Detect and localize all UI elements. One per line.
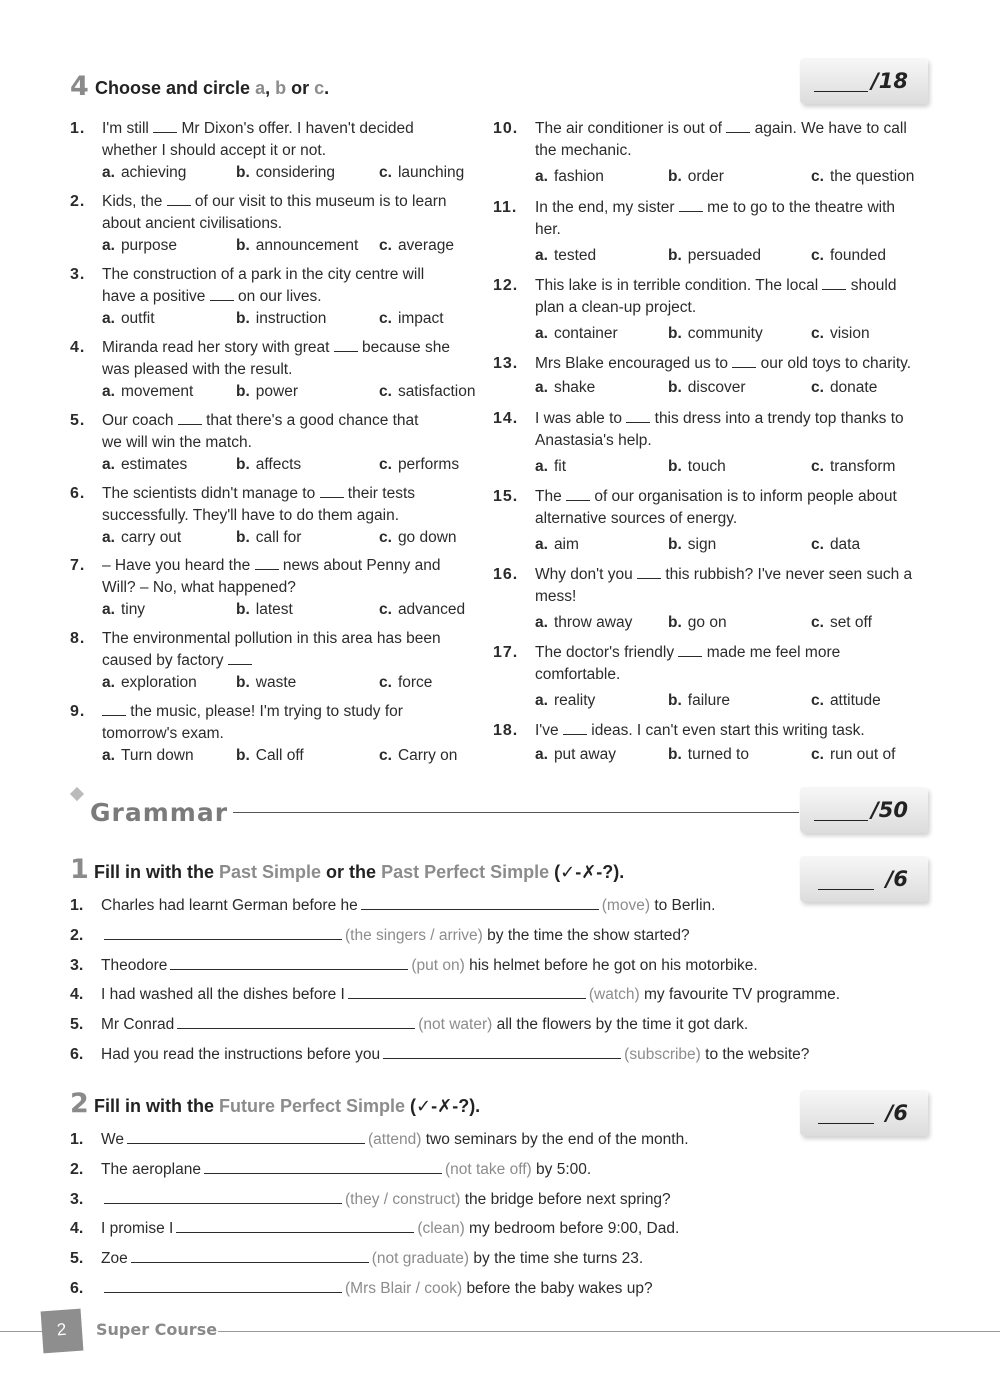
row-text: The aeroplane (101, 1160, 201, 1178)
option-c[interactable]: c. set off (811, 614, 872, 631)
question-text-part: comfortable. (535, 666, 621, 683)
option-c[interactable]: c. satisfaction (379, 383, 476, 400)
option-c[interactable]: c. launching (379, 164, 465, 181)
exercise-2-score-box: /6 (800, 1090, 928, 1136)
question-text-part: the music, please! I'm trying to study for (126, 703, 403, 720)
row-text: I promise I (101, 1220, 174, 1238)
fill-row (70, 1279, 653, 1299)
row-text: Mr Conrad (101, 1016, 175, 1034)
question-number: 6. (70, 485, 86, 502)
row-number: 6. (70, 1046, 84, 1063)
verb-hint: (not water) (418, 1016, 497, 1034)
option-c[interactable]: c. force (379, 674, 433, 691)
question-6 (70, 483, 510, 551)
question-text-part: because she (357, 339, 450, 356)
answer-blank[interactable] (566, 490, 590, 501)
row-text: before the baby wakes up? (466, 1280, 653, 1297)
answer-blank[interactable] (732, 357, 756, 368)
question-number: 18. (493, 722, 519, 739)
option-b[interactable]: b. announcement (236, 237, 359, 254)
question-7 (70, 555, 510, 623)
question-text (535, 275, 955, 319)
question-14 (493, 408, 933, 480)
answer-blank[interactable] (678, 646, 702, 657)
question-text-part: have a positive (102, 288, 210, 305)
row-text: We (101, 1131, 124, 1148)
question-9 (70, 701, 510, 769)
page-number-badge (41, 1309, 84, 1354)
row-text: my favourite TV programme. (643, 986, 841, 1004)
exercise-2-number: 2 (70, 1088, 89, 1119)
row-text: to the website? (705, 1046, 810, 1063)
question-text (102, 410, 522, 454)
answer-line[interactable] (204, 1160, 442, 1174)
row-text: Charles had learnt German before he (101, 897, 358, 914)
row-number: 2. (70, 1160, 84, 1178)
question-text-part: our old toys to charity. (756, 355, 912, 372)
question-text-part: ideas. I can't even start this writing task. (586, 722, 865, 739)
question-text-part: Will? – No, what happened? (102, 579, 296, 596)
score-box: /18 (800, 58, 928, 104)
row-text: to Berlin. (654, 897, 716, 914)
question-text (535, 486, 955, 530)
question-number: 10. (493, 120, 519, 137)
row-text: the bridge before next spring? (464, 1190, 671, 1208)
question-text-part: again. We have to call (750, 120, 907, 137)
question-text (102, 118, 522, 162)
option-c[interactable]: c. founded (811, 247, 886, 264)
row-text: by the time she turns 23. (473, 1250, 644, 1268)
question-text-part: her. (535, 221, 561, 238)
option-a[interactable]: a. estimates (102, 456, 188, 473)
option-a[interactable]: a. aim (535, 536, 579, 553)
verb-hint: (not graduate) (371, 1250, 474, 1268)
row-text: my bedroom before 9:00, Dad. (469, 1220, 680, 1238)
question-11 (493, 197, 933, 269)
option-c[interactable]: c. performs (379, 456, 460, 473)
row-text: Theodore (101, 956, 168, 974)
option-a[interactable]: a. outfit (102, 310, 155, 327)
option-a[interactable]: a. reality (535, 692, 596, 709)
question-text (535, 720, 955, 742)
answer-line[interactable] (170, 956, 408, 970)
option-b[interactable]: b. power (236, 383, 298, 400)
option-a[interactable]: a. carry out (102, 529, 182, 546)
question-number: 14. (493, 410, 519, 427)
answer-blank[interactable] (563, 724, 587, 735)
question-text-part: The doctor's friendly (535, 644, 679, 661)
row-number: 3. (70, 956, 84, 974)
row-number: 4. (70, 986, 84, 1004)
option-b[interactable]: b. sign (668, 536, 717, 553)
question-4 (70, 337, 510, 405)
option-c[interactable]: c. data (811, 536, 861, 553)
question-3 (70, 264, 510, 332)
option-c[interactable]: c. impact (379, 310, 444, 327)
question-2 (70, 191, 510, 259)
option-b[interactable]: b. latest (236, 601, 293, 618)
footer-rule-right (218, 1331, 1000, 1332)
question-text-part: I've (535, 722, 563, 739)
question-text (102, 337, 522, 381)
answer-blank[interactable] (210, 290, 234, 301)
row-number: 1. (70, 1131, 84, 1148)
exercise-1-score-box: /6 (800, 856, 928, 902)
option-b[interactable]: b. considering (236, 164, 336, 181)
option-a[interactable]: a. throw away (535, 614, 633, 631)
answer-blank[interactable] (637, 568, 661, 579)
fill-row (70, 926, 690, 946)
question-text (102, 483, 522, 527)
answer-blank[interactable] (102, 705, 126, 716)
grammar-diamond-icon (70, 787, 84, 801)
question-number: 4. (70, 339, 86, 356)
row-number: 6. (70, 1280, 84, 1297)
verb-hint: (not take off) (444, 1160, 537, 1178)
answer-blank[interactable] (167, 195, 191, 206)
question-number: 5. (70, 412, 86, 429)
answer-blank[interactable] (334, 341, 358, 352)
option-b[interactable]: b. turned to (668, 746, 749, 763)
option-b[interactable]: b. order (668, 168, 724, 185)
answer-blank[interactable] (679, 201, 703, 212)
question-number: 3. (70, 266, 86, 283)
grammar-title: Grammar (90, 798, 229, 827)
option-a[interactable]: a. fit (535, 458, 566, 475)
row-text: two seminars by the end of the month. (425, 1131, 689, 1148)
question-text-part: of our visit to this museum is to learn (190, 193, 447, 210)
row-text: I had washed all the dishes before I (101, 986, 345, 1004)
answer-blank[interactable] (626, 412, 650, 423)
answer-blank[interactable] (153, 122, 177, 133)
answer-line[interactable] (131, 1249, 369, 1263)
option-b[interactable]: b. touch (668, 458, 726, 475)
question-text (535, 564, 955, 608)
question-text-part: The scientists didn't manage to (102, 485, 320, 502)
verb-hint: (put on) (411, 956, 470, 974)
option-c[interactable]: c. Carry on (379, 747, 458, 764)
question-text-part: this dress into a trendy top thanks to (650, 410, 904, 427)
fill-row (70, 1045, 809, 1065)
question-number: 12. (493, 277, 519, 294)
option-a[interactable]: a. exploration (102, 674, 197, 691)
option-b[interactable]: b. call for (236, 529, 302, 546)
question-text-part: alternative sources of energy. (535, 510, 738, 527)
option-c[interactable]: c. advanced (379, 601, 466, 618)
question-text (535, 353, 955, 375)
option-b[interactable]: b. failure (668, 692, 730, 709)
question-text (535, 197, 955, 241)
question-text-part: Kids, the (102, 193, 167, 210)
option-a[interactable]: a. movement (102, 383, 194, 400)
answer-line[interactable] (176, 1219, 414, 1233)
answer-blank[interactable] (822, 279, 846, 290)
option-c[interactable]: c. transform (811, 458, 896, 475)
option-c[interactable]: c. go down (379, 529, 457, 546)
answer-blank[interactable] (178, 414, 202, 425)
question-text (535, 408, 955, 452)
question-text-part: I'm still (102, 120, 154, 137)
question-text (102, 555, 522, 599)
option-b[interactable]: b. go on (668, 614, 727, 631)
verb-hint: (watch) (588, 986, 644, 1004)
question-text (102, 628, 522, 672)
question-number: 11. (493, 199, 518, 216)
question-text-part: Anastasia's help. (535, 432, 652, 449)
answer-line[interactable] (348, 985, 586, 999)
fill-row (70, 1015, 748, 1035)
question-16 (493, 564, 933, 636)
option-c[interactable]: c. donate (811, 379, 878, 396)
question-text-part: the mechanic. (535, 142, 632, 159)
question-17 (493, 642, 933, 714)
question-text-part: I was able to (535, 410, 627, 427)
question-text-part: made me feel more (702, 644, 841, 661)
verb-hint: (subscribe) (624, 1046, 706, 1063)
page-number: 2 (56, 1319, 68, 1340)
option-a[interactable]: a. purpose (102, 237, 177, 254)
question-text-part: – Have you heard the (102, 557, 255, 574)
question-text-part: should (846, 277, 897, 294)
grammar-divider (233, 812, 799, 813)
section-title: Choose and circle a, b or c. (95, 78, 330, 98)
row-text: Zoe (101, 1250, 128, 1268)
answer-line[interactable] (383, 1045, 621, 1059)
row-number: 2. (70, 926, 84, 944)
footer-rule-left (0, 1331, 44, 1332)
verb-hint: (Mrs Blair / cook) (345, 1280, 467, 1297)
option-c[interactable]: c. attitude (811, 692, 881, 709)
question-number: 8. (70, 630, 86, 647)
answer-line[interactable] (104, 1190, 342, 1204)
answer-line[interactable] (104, 926, 342, 940)
verb-hint: (move) (601, 897, 655, 914)
verb-hint: (attend) (367, 1131, 426, 1148)
option-a[interactable]: a. achieving (102, 164, 187, 181)
question-number: 9. (70, 703, 86, 720)
option-c[interactable]: c. vision (811, 325, 870, 342)
question-number: 13. (493, 355, 519, 372)
question-text-part: Mrs Blake encouraged us to (535, 355, 733, 372)
option-b[interactable]: b. community (668, 325, 763, 342)
brand-name: Super Course (96, 1320, 218, 1339)
row-text: by 5:00. (536, 1160, 592, 1178)
fill-row (70, 985, 840, 1005)
option-b[interactable]: b. Call off (236, 747, 304, 764)
option-b[interactable]: b. affects (236, 456, 302, 473)
row-text: by the time the show started? (487, 926, 690, 944)
row-number: 5. (70, 1250, 84, 1268)
question-text-part: we will win the match. (102, 434, 252, 451)
question-text (102, 264, 522, 308)
question-text-part: Our coach (102, 412, 178, 429)
question-number: 1. (70, 120, 86, 137)
option-c[interactable]: c. the question (811, 168, 915, 185)
question-text-part: about ancient civilisations. (102, 215, 283, 232)
question-text-part: whether I should accept it or not. (102, 142, 327, 159)
answer-blank[interactable] (255, 559, 279, 570)
exercise-1-title: Fill in with the Past Simple or the Past Perfect Simple (✓-✗-?). (94, 862, 625, 882)
question-13 (493, 353, 933, 401)
question-1 (70, 118, 510, 186)
answer-line[interactable] (177, 1015, 415, 1029)
verb-hint: (they / construct) (345, 1190, 465, 1208)
question-text-part: In the end, my sister (535, 199, 679, 216)
option-a[interactable]: a. Turn down (102, 747, 194, 764)
exercise-1-number: 1 (70, 854, 89, 885)
answer-line[interactable] (104, 1279, 342, 1293)
question-text (102, 191, 522, 235)
question-5 (70, 410, 510, 478)
question-text (535, 118, 955, 162)
question-12 (493, 275, 933, 347)
option-a[interactable]: a. tiny (102, 601, 146, 618)
question-text-part: mess! (535, 588, 577, 605)
question-text-part: caused by factory (102, 652, 228, 669)
question-text-part: The environmental pollution in this area has been (102, 630, 441, 647)
option-a[interactable]: a. container (535, 325, 618, 342)
question-number: 17. (493, 644, 519, 661)
row-text: Had you read the instructions before you (101, 1046, 381, 1063)
row-text: all the flowers by the time it got dark. (496, 1016, 749, 1034)
fill-row (70, 1130, 689, 1150)
question-15 (493, 486, 933, 558)
question-text-part: Why don't you (535, 566, 638, 583)
question-text-part: tomorrow's exam. (102, 725, 224, 742)
question-text-part: news about Penny and (278, 557, 441, 574)
option-b[interactable]: b. waste (236, 674, 297, 691)
question-text-part: This lake is in terrible condition. The local (535, 277, 823, 294)
answer-blank[interactable] (320, 487, 344, 498)
option-b[interactable]: b. discover (668, 379, 746, 396)
question-text-part: of our organisation is to inform people about (590, 488, 897, 505)
question-text-part: on our lives. (233, 288, 322, 305)
question-number: 7. (70, 557, 86, 574)
option-a[interactable]: a. tested (535, 247, 597, 264)
verb-hint: (the singers / arrive) (345, 926, 488, 944)
question-text-part: that there's a good chance that (201, 412, 419, 429)
question-number: 16. (493, 566, 519, 583)
row-number: 4. (70, 1220, 84, 1238)
question-number: 15. (493, 488, 519, 505)
question-text-part: their tests (343, 485, 415, 502)
option-c[interactable]: c. run out of (811, 746, 896, 763)
question-10 (493, 118, 933, 190)
row-number: 3. (70, 1190, 84, 1208)
grammar-score-box: /50 (800, 787, 928, 833)
question-number: 2. (70, 193, 86, 210)
question-text-part: The air conditioner is out of (535, 120, 727, 137)
option-b[interactable]: b. persuaded (668, 247, 762, 264)
option-a[interactable]: a. shake (535, 379, 596, 396)
answer-line[interactable] (361, 896, 599, 910)
option-b[interactable]: b. instruction (236, 310, 327, 327)
question-text-part: Mr Dixon's offer. I haven't decided (177, 120, 414, 137)
answer-blank[interactable] (726, 122, 750, 133)
fill-row (70, 1219, 679, 1239)
option-a[interactable]: a. put away (535, 746, 616, 763)
question-text-part: me to go to the theatre with (702, 199, 896, 216)
section-number: 4 (70, 71, 89, 102)
verb-hint: (clean) (417, 1220, 470, 1238)
fill-row (70, 1249, 643, 1269)
question-text-part: The construction of a park in the city centre will (102, 266, 425, 283)
question-text (102, 701, 522, 745)
row-text: his helmet before he got on his motorbike. (469, 956, 758, 974)
question-text-part: successfully. They'll have to do them again. (102, 507, 400, 524)
question-text-part: Miranda read her story with great (102, 339, 334, 356)
option-a[interactable]: a. fashion (535, 168, 604, 185)
question-18 (493, 720, 933, 768)
question-text (535, 642, 955, 686)
question-text-part: this rubbish? I've never seen such a (661, 566, 913, 583)
answer-line[interactable] (127, 1130, 365, 1144)
question-text-part: was pleased with the result. (102, 361, 293, 378)
question-text-part: The (535, 488, 567, 505)
question-text-part: plan a clean-up project. (535, 299, 697, 316)
question-8 (70, 628, 510, 696)
exercise-2-title: Fill in with the Future Perfect Simple (✓-✗-?). (94, 1096, 481, 1116)
row-number: 1. (70, 897, 84, 914)
fill-row (70, 956, 758, 976)
fill-row (70, 896, 715, 916)
fill-row (70, 1190, 671, 1210)
answer-blank[interactable] (228, 654, 252, 665)
fill-row (70, 1160, 591, 1180)
row-number: 5. (70, 1016, 84, 1034)
option-c[interactable]: c. average (379, 237, 454, 254)
